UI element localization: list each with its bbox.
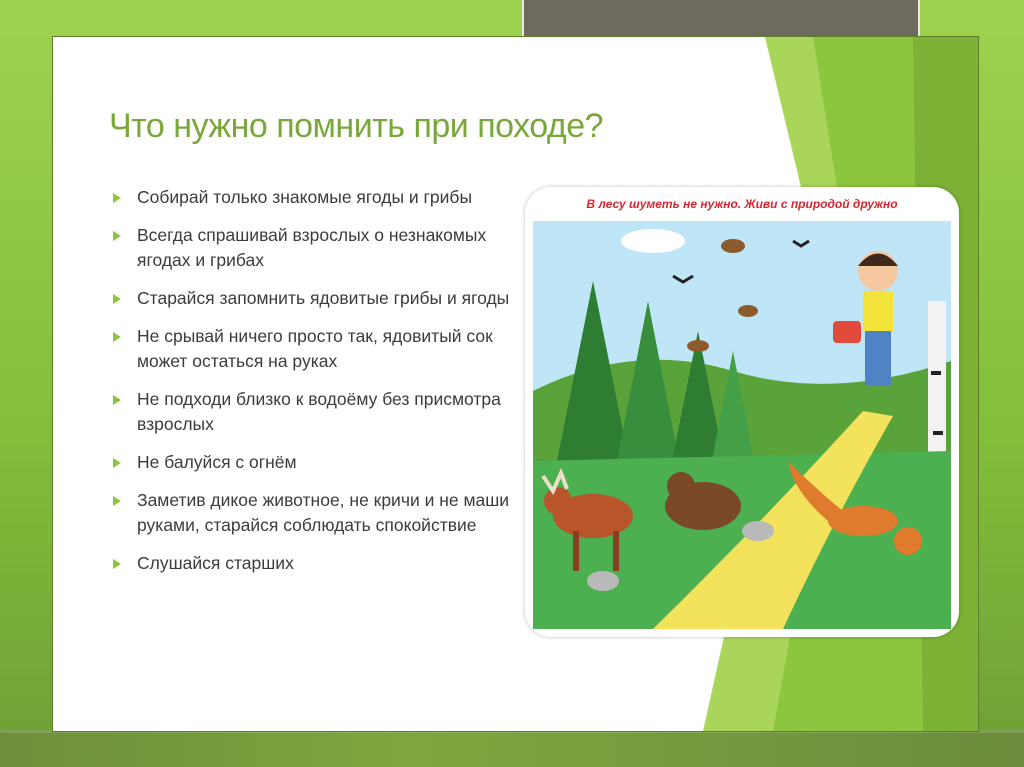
bullet-text: Заметив дикое животное, не кричи и не маши руками, старайся соблюдать спокойствие (137, 490, 510, 535)
bullet-text: Не срывай ничего просто так, ядовитый сок может остаться на руках (137, 326, 493, 371)
bullet-arrow-icon (113, 458, 121, 468)
top-bar (522, 0, 920, 36)
bullet-arrow-icon (113, 332, 121, 342)
bullet-arrow-icon (113, 294, 121, 304)
bullet-text: Собирай только знакомые ягоды и грибы (137, 187, 473, 207)
cloud (621, 229, 685, 253)
list-item (113, 387, 533, 437)
slide-title: Что нужно помнить при походе? (109, 107, 604, 145)
bullet-arrow-icon (113, 559, 121, 569)
slide (52, 36, 979, 732)
bullet-text: Слушайся старших (137, 553, 294, 573)
bullet-list (113, 185, 533, 589)
bottom-strip (0, 730, 1024, 767)
illustration-frame (525, 187, 959, 637)
bullet-arrow-icon (113, 231, 121, 241)
bullet-arrow-icon (113, 496, 121, 506)
forest-illustration (533, 221, 951, 629)
illustration-caption: В лесу шуметь не нужно. Живи с природой дружно (586, 197, 898, 211)
list-item (113, 185, 533, 210)
bullet-text: Старайся запомнить ядовитые грибы и ягоды (137, 288, 510, 308)
bullet-text: Не подходи близко к водоёму без присмотра взрослых (137, 389, 501, 434)
list-item (113, 223, 533, 273)
list-item (113, 450, 533, 475)
bullet-arrow-icon (113, 193, 121, 203)
list-item (113, 286, 533, 311)
bullet-text: Не балуйся с огнём (137, 452, 297, 472)
bullet-arrow-icon (113, 395, 121, 405)
list-item (113, 324, 533, 374)
bullet-text: Всегда спрашивай взрослых о незнакомых ягодах и грибах (137, 225, 487, 270)
list-item (113, 551, 533, 576)
list-item (113, 488, 533, 538)
